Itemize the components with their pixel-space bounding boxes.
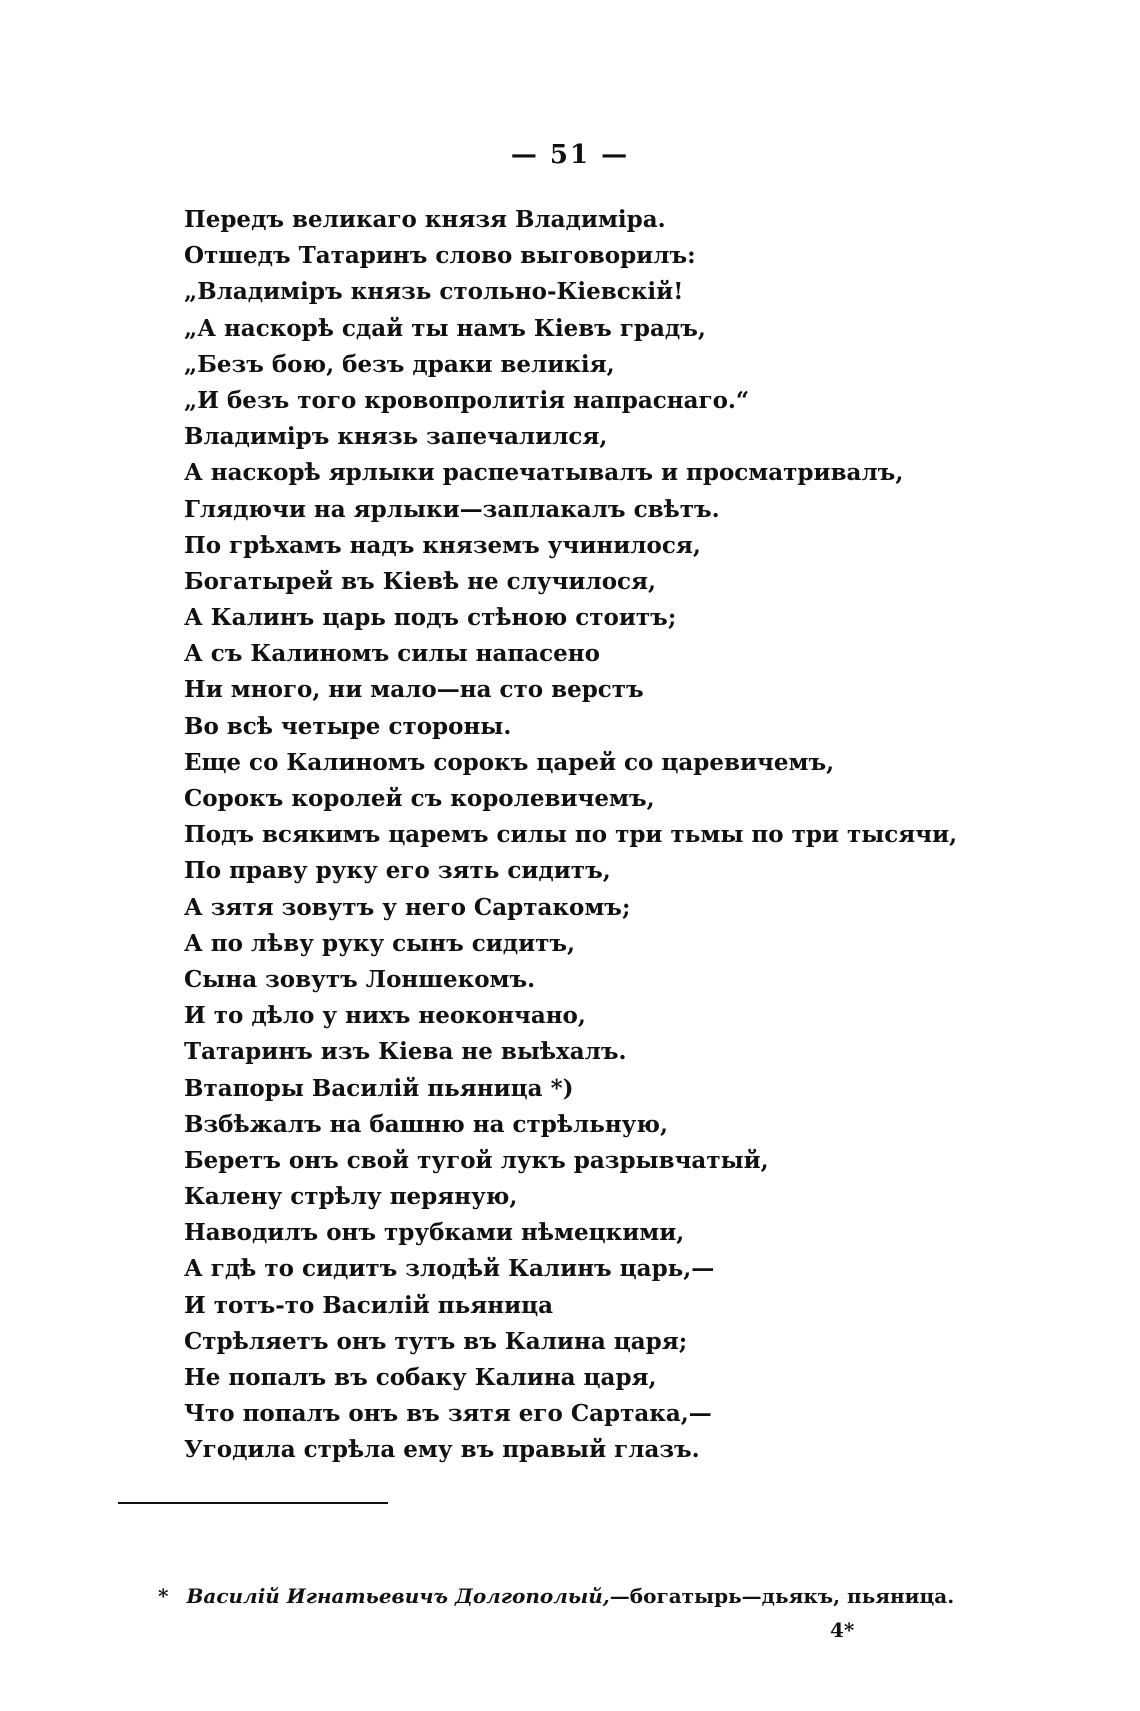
verse-line: Ни много, ни мало—на сто верстъ xyxy=(184,676,644,704)
verse-line: Татаринъ изъ Кіева не выѣхалъ. xyxy=(184,1038,627,1066)
verse-line: „И безъ того кровопролитія напраснаго.“ xyxy=(184,386,750,414)
footnote-name: Василій Игнатьевичъ Долгополый, xyxy=(186,1584,610,1608)
verse-line: По грѣхамъ надъ княземъ учинилося, xyxy=(184,531,701,559)
verse-line: Стрѣляетъ онъ тутъ въ Калина царя; xyxy=(184,1327,688,1355)
verse-line: И тотъ-то Василій пьяница xyxy=(184,1291,554,1319)
footnote-marker: * xyxy=(158,1584,169,1608)
verse-line: Еще со Калиномъ сорокъ царей со царевичемъ, xyxy=(184,748,835,776)
verse-line: Богатырей въ Кіевѣ не случилося, xyxy=(184,567,657,595)
verse-line: „А наскорѣ сдай ты намъ Кіевъ градъ, xyxy=(184,314,706,342)
verse-line: Сорокъ королей съ королевичемъ, xyxy=(184,785,655,812)
verse-line: Глядючи на ярлыки—заплакалъ свѣтъ. xyxy=(184,495,720,523)
verse-line: Угодила стрѣла ему въ правый глазъ. xyxy=(184,1436,700,1464)
verse-line: „Безъ бою, безъ драки великія, xyxy=(184,350,615,378)
verse-line: Что попалъ онъ въ зятя его Сартака,— xyxy=(184,1400,712,1428)
verse-line: Владиміръ князь запечалился, xyxy=(184,423,608,451)
verse-line: Отшедъ Татаринъ слово выговорилъ: xyxy=(184,242,696,270)
page-number: — 51 — xyxy=(510,140,630,170)
verse-line: А съ Калиномъ силы напасено xyxy=(184,640,600,668)
footnote-divider xyxy=(118,1502,388,1504)
verse-line: Подъ всякимъ царемъ силы по три тьмы по три тысячи, xyxy=(184,821,958,849)
verse-line: Во всѣ четыре стороны. xyxy=(184,712,512,740)
verse-line: Не попалъ въ собаку Калина царя, xyxy=(184,1364,657,1391)
verse-line: По праву руку его зять сидитъ, xyxy=(184,857,611,885)
verse-line: Беретъ онъ свой тугой лукъ разрывчатый, xyxy=(184,1146,769,1174)
footnote xyxy=(158,1584,954,1608)
verse-line: Втапоры Василій пьяница *) xyxy=(184,1074,574,1102)
verse-line: И то дѣло у нихъ неокончано, xyxy=(184,1002,586,1030)
verse-line: Наводилъ онъ трубками нѣмецкими, xyxy=(184,1219,685,1247)
verse-line: Калену стрѣлу перяную, xyxy=(184,1183,518,1211)
verse-text xyxy=(184,202,957,1469)
verse-line: А Калинъ царь подъ стѣною стоитъ; xyxy=(184,604,677,632)
verse-line: Взбѣжалъ на башню на стрѣльную, xyxy=(184,1110,668,1138)
verse-line: А зятя зовутъ у него Сартакомъ; xyxy=(184,893,631,921)
verse-line: „Владиміръ князь стольно-Кіевскій! xyxy=(184,278,684,306)
verse-line: А по лѣву руку сынъ сидитъ, xyxy=(184,929,576,957)
verse-line: А наскорѣ ярлыки распечатывалъ и просматривалъ, xyxy=(184,459,904,487)
verse-line: Передъ великаго князя Владиміра. xyxy=(184,206,666,233)
footnote-text: —богатырь—дьякъ, пьяница. xyxy=(609,1584,955,1608)
signature-mark: 4* xyxy=(830,1618,855,1642)
verse-line: А гдѣ то сидитъ злодѣй Калинъ царь,— xyxy=(184,1255,715,1283)
verse-line: Сына зовутъ Лоншекомъ. xyxy=(184,965,536,993)
